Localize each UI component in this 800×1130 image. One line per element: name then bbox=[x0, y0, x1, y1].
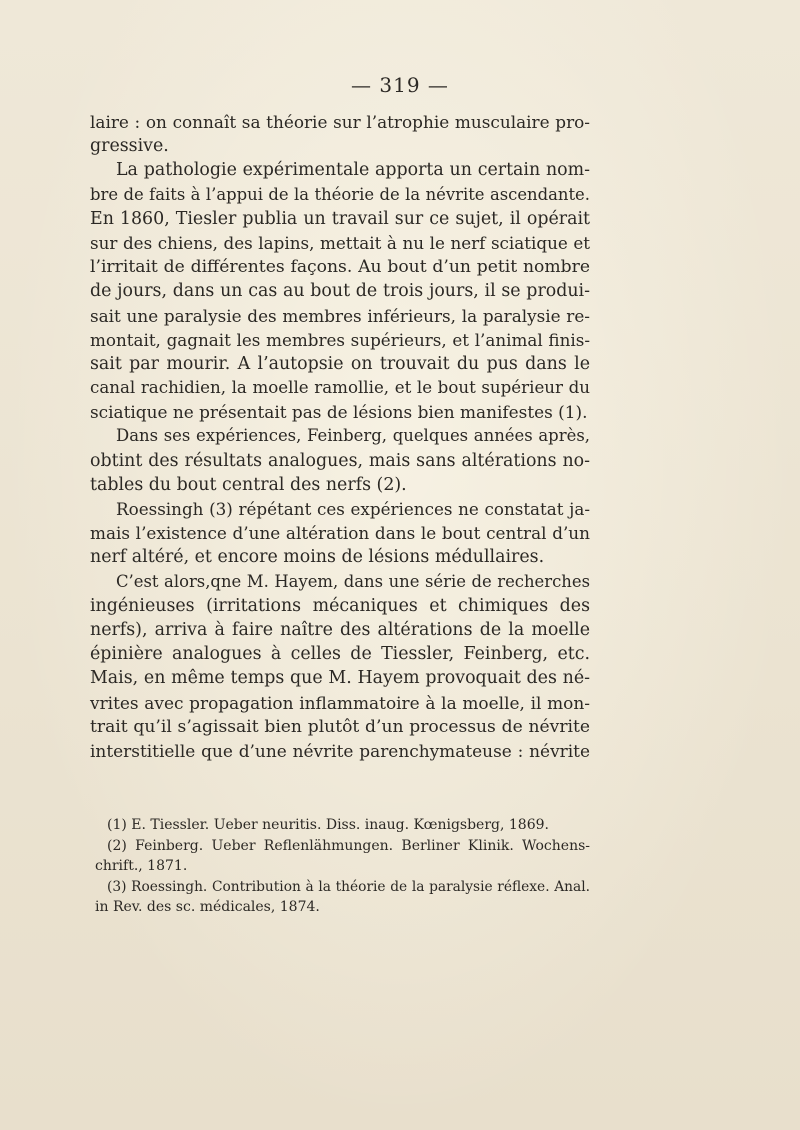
footnotes bbox=[95, 815, 590, 918]
body-line: trait qu’il s’agissait bien plutôt d’un processus de névrite bbox=[90, 716, 590, 737]
body-line: gressive. bbox=[90, 136, 169, 157]
body-line: sait par mourir. A l’autopsie on trouvait du pus dans le bbox=[90, 353, 590, 374]
body-line: interstitielle que d’une névrite parenchymateuse : névrite bbox=[90, 740, 590, 761]
body-line: ingénieuses (irritations mécaniques et chimiques des bbox=[90, 595, 590, 616]
body-text bbox=[90, 110, 590, 763]
body-line: bre de faits à l’appui de la théorie de la névrite ascendante. bbox=[90, 184, 590, 204]
body-line: laire : on connaît sa théorie sur l’atrophie musculaire pro- bbox=[90, 112, 590, 132]
body-line: sur des chiens, des lapins, mettait à nu le nerf sciatique et bbox=[90, 232, 590, 253]
body-line: mais l’existence d’une altération dans le bout central d’un bbox=[90, 523, 590, 544]
body-line: épinière analogues à celles de Tiessler, Feinberg, etc. bbox=[90, 644, 590, 665]
body-line: montait, gagnait les membres supérieurs, et l’animal finis- bbox=[90, 329, 590, 350]
body-line: obtint des résultats analogues, mais sans altérations no- bbox=[90, 450, 590, 471]
body-line: Mais, en même temps que M. Hayem provoquait des né- bbox=[90, 668, 590, 689]
footnote-line: (1) E. Tiessler. Ueber neuritis. Diss. inaug. Kœnigsberg, 1869. bbox=[107, 817, 549, 833]
body-line: nerfs), arriva à faire naître des altérations de la moelle bbox=[90, 619, 590, 640]
body-line: sciatique ne présentait pas de lésions bien manifestes (1). bbox=[90, 402, 588, 423]
body-line: de jours, dans un cas au bout de trois jours, il se produi- bbox=[90, 281, 590, 302]
footnote-line: (2) Feinberg. Ueber Reflenlähmungen. Berliner Klinik. Wochens- bbox=[107, 837, 590, 854]
body-line: sait une paralysie des membres inférieurs, la paralysie re- bbox=[90, 305, 590, 326]
body-line: canal rachidien, la moelle ramollie, et le bout supérieur du bbox=[90, 378, 590, 398]
footnote-line: (3) Roessingh. Contribution à la théorie de la paralysie réflexe. Anal. bbox=[107, 878, 590, 895]
body-line: nerf altéré, et encore moins de lésions médullaires. bbox=[90, 547, 545, 568]
body-line: vrites avec propagation inflammatoire à la moelle, il mon- bbox=[90, 692, 590, 713]
body-line: Dans ses expériences, Feinberg, quelques années après, bbox=[116, 426, 590, 446]
footnote-line: chrift., 1871. bbox=[95, 858, 188, 874]
body-line: l’irritait de différentes façons. Au bout d’un petit nombre bbox=[90, 257, 590, 278]
page-number: — 319 — bbox=[351, 73, 449, 97]
body-line: tables du bout central des nerfs (2). bbox=[90, 474, 407, 495]
body-line: La pathologie expérimentale apporta un certain nom- bbox=[116, 160, 590, 181]
body-line: Roessingh (3) répétant ces expériences ne constatat ja- bbox=[116, 499, 590, 519]
body-line: En 1860, Tiesler publia un travail sur ce sujet, il opérait bbox=[90, 208, 590, 229]
body-line: C’est alors,qne M. Hayem, dans une série de recherches bbox=[116, 571, 590, 591]
footnote-line: in Rev. des sc. médicales, 1874. bbox=[95, 899, 320, 915]
